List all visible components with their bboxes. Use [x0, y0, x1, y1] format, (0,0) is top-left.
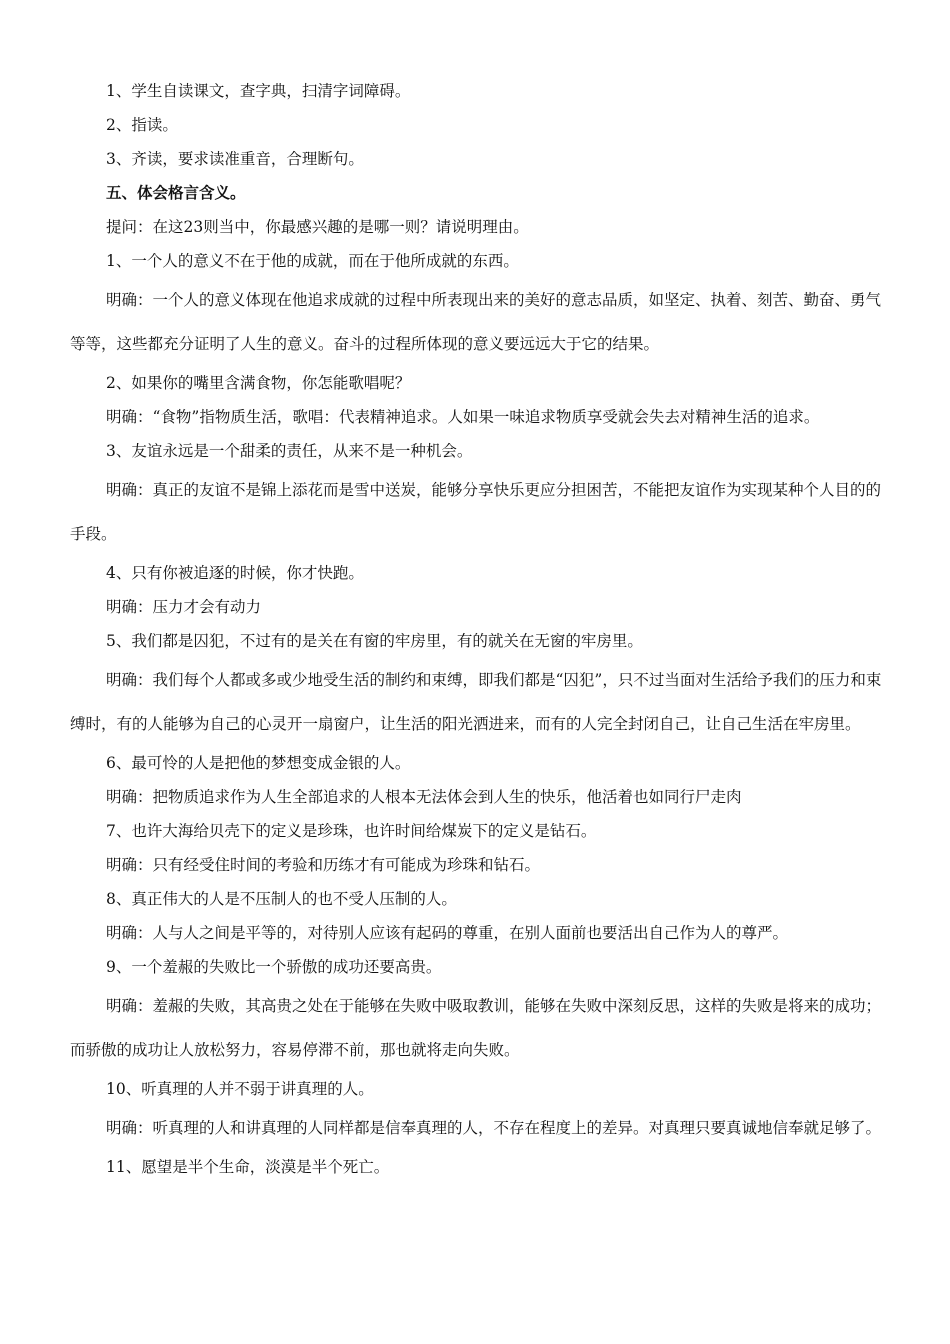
section-heading: 五、体会格言含义。 [106, 183, 246, 202]
explanation-5: 明确：我们每个人都或多或少地受生活的制约和束缚，即我们都是“囚犯”，只不过当面对生活给予我们的压力和束缚时，有的人能够为自己的心灵开一扇窗户，让生活的阳光洒进来，而有的人完全封闭自己，让自己生活在牢房里。 [70, 671, 882, 733]
maxim-9: 9、一个羞赧的失败比一个骄傲的成功还要高贵。 [106, 958, 442, 976]
maxim-5: 5、我们都是囚犯，不过有的是关在有窗的牢房里，有的就关在无窗的牢房里。 [106, 632, 643, 650]
maxim-6: 6、最可怜的人是把他的梦想变成金银的人。 [106, 754, 411, 772]
paragraph-step-1: 1、学生自读课文，查字典，扫清字词障碍。 [106, 82, 411, 100]
explanation-10: 明确：听真理的人和讲真理的人同样都是信奉真理的人，不存在程度上的差异。对真理只要真诚地信奉就足够了。 [106, 1119, 882, 1137]
maxim-7: 7、也许大海给贝壳下的定义是珍珠，也许时间给煤炭下的定义是钻石。 [106, 822, 597, 840]
explanation-2: 明确：“食物”指物质生活，歌唱：代表精神追求。人如果一味追求物质享受就会失去对精神生活的追求。 [106, 408, 820, 426]
explanation-8: 明确：人与人之间是平等的，对待别人应该有起码的尊重，在别人面前也要活出自己作为人的尊严。 [106, 924, 789, 942]
maxim-1: 1、一个人的意义不在于他的成就，而在于他所成就的东西。 [106, 252, 519, 270]
document-body [70, 74, 886, 1184]
explanation-1: 明确：一个人的意义体现在他追求成就的过程中所表现出来的美好的意志品质，如坚定、执着、刻苦、勤奋、勇气等等，这些都充分证明了人生的意义。奋斗的过程所体现的意义要远远大于它的结果。 [70, 291, 882, 353]
maxim-4: 4、只有你被追逐的时候，你才快跑。 [106, 564, 364, 582]
maxim-8: 8、真正伟大的人是不压制人的也不受人压制的人。 [106, 890, 457, 908]
paragraph-step-2: 2、指读。 [106, 116, 178, 134]
paragraph-question: 提问：在这23则当中，你最感兴趣的是哪一则？请说明理由。 [106, 218, 529, 236]
maxim-2: 2、如果你的嘴里含满食物，你怎能歌唱呢？ [106, 374, 411, 392]
explanation-4: 明确：压力才会有动力 [106, 598, 262, 616]
maxim-3: 3、友谊永远是一个甜柔的责任，从来不是一种机会。 [106, 442, 473, 460]
explanation-9: 明确：羞赧的失败，其高贵之处在于能够在失败中吸取教训，能够在失败中深刻反思，这样的失败是将来的成功；而骄傲的成功让人放松努力，容易停滞不前，那也就将走向失败。 [70, 997, 882, 1059]
explanation-3: 明确：真正的友谊不是锦上添花而是雪中送炭，能够分享快乐更应分担困苦，不能把友谊作为实现某种个人目的的手段。 [70, 481, 882, 543]
paragraph-step-3: 3、齐读，要求读准重音，合理断句。 [106, 150, 364, 168]
explanation-7: 明确：只有经受住时间的考验和历练才有可能成为珍珠和钻石。 [106, 856, 541, 874]
maxim-11: 11、愿望是半个生命，淡漠是半个死亡。 [106, 1158, 390, 1176]
maxim-10: 10、听真理的人并不弱于讲真理的人。 [106, 1080, 374, 1098]
explanation-6: 明确：把物质追求作为人生全部追求的人根本无法体会到人生的快乐，他活着也如同行尸走肉 [106, 788, 742, 806]
